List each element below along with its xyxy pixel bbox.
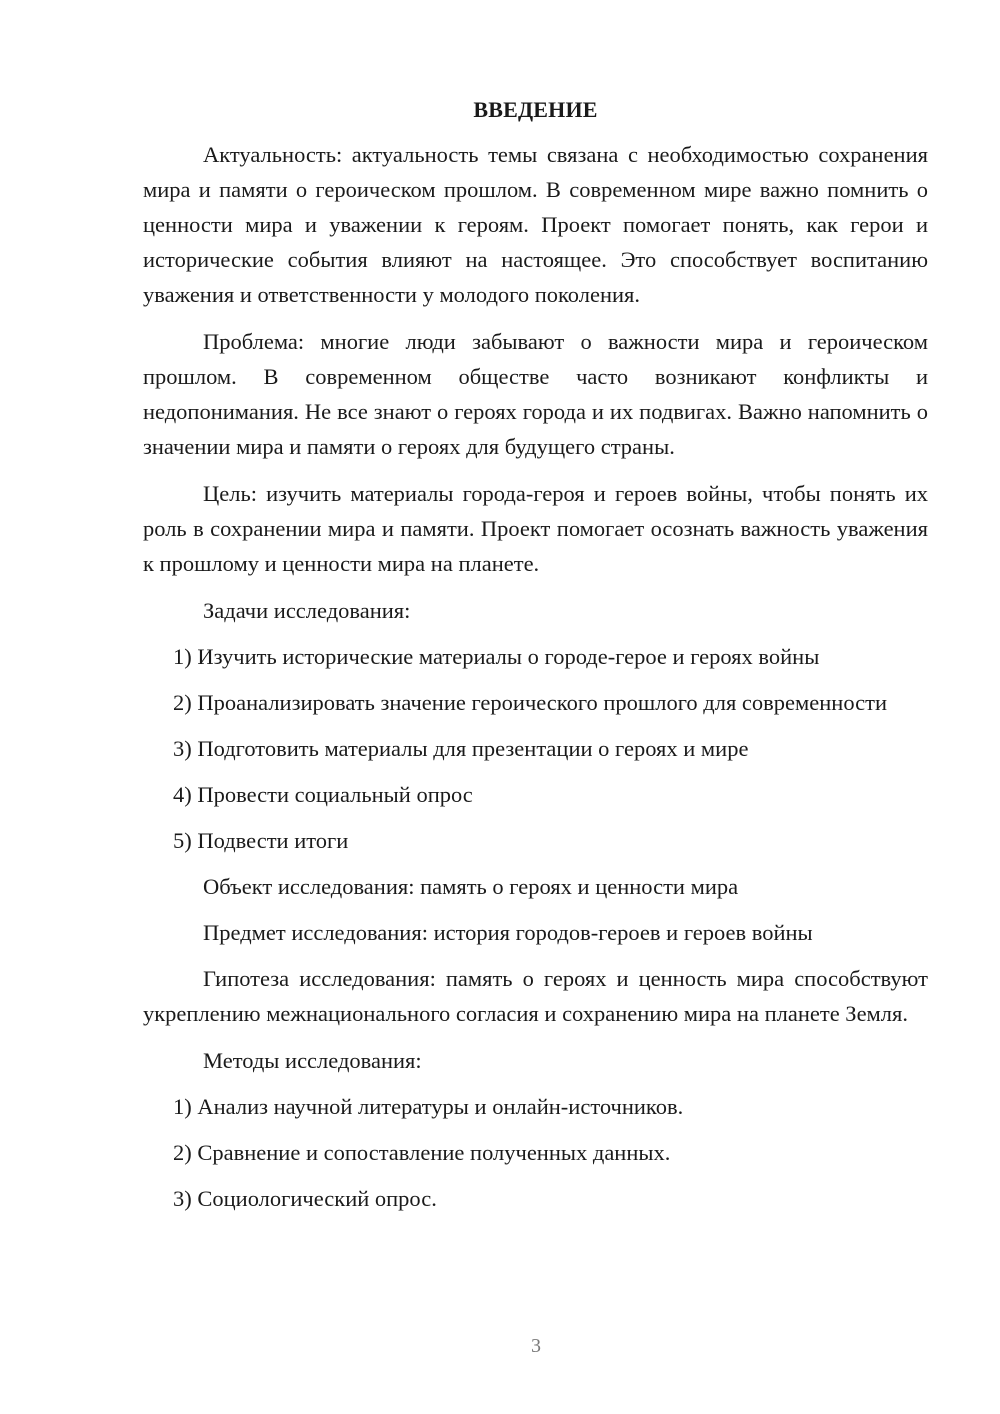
task-item-1: 1) Изучить исторические материалы о городе-герое и героях войны: [173, 644, 820, 669]
tasks-heading: Задачи исследования:: [203, 598, 411, 623]
research-object: Объект исследования: память о героях и ценности мира: [203, 874, 739, 899]
method-item-2: 2) Сравнение и сопоставление полученных данных.: [173, 1140, 671, 1165]
research-hypothesis: Гипотеза исследования: память о героях и ценность мира способствуют укреплению межнационального согласия и сохранению мира на планете Земля.: [143, 966, 928, 1026]
paragraph-relevance: Актуальность: актуальность темы связана с необходимостью сохранения мира и памяти о героическом прошлом. В современном мире важно помнить о ценности мира и уважении к героям. Проект помогает понять, как герои и исторические события влияют на настоящее. Это способствует воспитанию уважения и ответственности у молодого поколения.: [143, 142, 928, 307]
task-item-2: 2) Проанализировать значение героического прошлого для современности: [173, 690, 887, 715]
method-item-3: 3) Социологический опрос.: [173, 1186, 437, 1211]
paragraph-goal: Цель: изучить материалы города-героя и героев войны, чтобы понять их роль в сохранении мира и памяти. Проект помогает осознать важность уважения к прошлому и ценности мира на планете.: [143, 481, 928, 576]
research-subject: Предмет исследования: история городов-героев и героев войны: [203, 920, 813, 945]
paragraph-problem: Проблема: многие люди забывают о важности мира и героическом прошлом. В современном обществе часто возникают конфликты и недопонимания. Не все знают о героях города и их подвигах. Важно напомнить о значении мира и памяти о героях для будущего страны.: [143, 329, 928, 459]
section-title: ВВЕДЕНИЕ: [473, 97, 598, 122]
methods-heading: Методы исследования:: [203, 1048, 422, 1073]
document-page: [143, 92, 928, 1227]
task-item-3: 3) Подготовить материалы для презентации о героях и мире: [173, 736, 749, 761]
method-item-1: 1) Анализ научной литературы и онлайн-источников.: [173, 1094, 684, 1119]
task-item-4: 4) Провести социальный опрос: [173, 782, 473, 807]
task-item-5: 5) Подвести итоги: [173, 828, 349, 853]
page-number: 3: [531, 1335, 541, 1357]
